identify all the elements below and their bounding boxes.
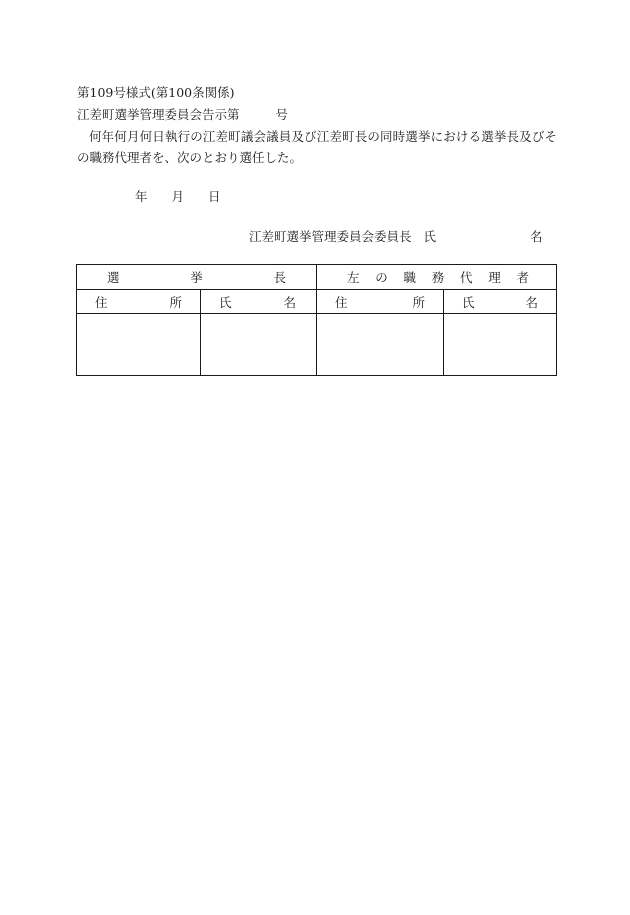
table-cell-name[interactable] <box>444 314 557 376</box>
column-header-cell <box>444 290 557 314</box>
header-char: 者 <box>516 270 530 285</box>
header-char: 住 <box>335 294 348 310</box>
column-header-text <box>317 290 443 313</box>
column-header-text <box>77 290 200 313</box>
date-month: 月 <box>171 189 185 204</box>
notice-title <box>77 107 288 123</box>
table-cell-name[interactable] <box>201 314 317 376</box>
date-day: 日 <box>208 189 221 204</box>
header-char: 左 <box>347 270 360 285</box>
column-header-text <box>444 290 556 313</box>
column-header-text <box>201 290 316 313</box>
header-char: 挙 <box>190 270 203 285</box>
signature-name-part1: 氏 <box>423 229 437 244</box>
table-cell-address[interactable] <box>317 314 444 376</box>
header-char: 選 <box>107 270 120 285</box>
signature-line <box>249 229 543 245</box>
column-header-cell <box>77 290 201 314</box>
header-char: 務 <box>431 270 445 285</box>
header-char: 所 <box>412 294 426 310</box>
column-header-cell <box>317 290 444 314</box>
notice-title-suffix: 号 <box>275 107 289 122</box>
header-char: 氏 <box>462 294 475 310</box>
appointment-table <box>76 264 557 376</box>
group-header-text <box>77 265 316 289</box>
header-char: 所 <box>169 294 182 310</box>
body-text: 何年何月何日執行の江差町議会議員及び江差町長の同時選挙における選挙長及びその職務代理者を、次のとおり選任した。 <box>77 129 557 165</box>
group-header-cell <box>317 265 557 290</box>
column-header-row <box>77 290 557 314</box>
form-label: 第109号様式(第100条関係) <box>77 85 235 100</box>
header-char: 代 <box>460 270 473 285</box>
group-header-row <box>77 265 557 290</box>
table-row <box>77 314 557 376</box>
date-year: 年 <box>135 189 148 204</box>
table-cell-address[interactable] <box>77 314 201 376</box>
header-char: 氏 <box>219 294 232 310</box>
signature-name-part2: 名 <box>530 229 543 244</box>
header-char: 長 <box>273 270 287 285</box>
header-char: 住 <box>95 294 108 310</box>
header-char: 職 <box>403 270 417 285</box>
group-header-cell <box>77 265 317 290</box>
column-header-cell <box>201 290 317 314</box>
header-char: 理 <box>488 270 501 285</box>
group-header-text <box>317 265 556 289</box>
header-char: 名 <box>525 294 539 310</box>
header-char: の <box>375 270 388 285</box>
date-line <box>135 189 221 205</box>
notice-title-prefix: 江差町選挙管理委員会告示第 <box>77 107 240 122</box>
signature-title: 江差町選挙管理委員会委員長 <box>249 229 412 244</box>
header-char: 名 <box>283 294 297 310</box>
